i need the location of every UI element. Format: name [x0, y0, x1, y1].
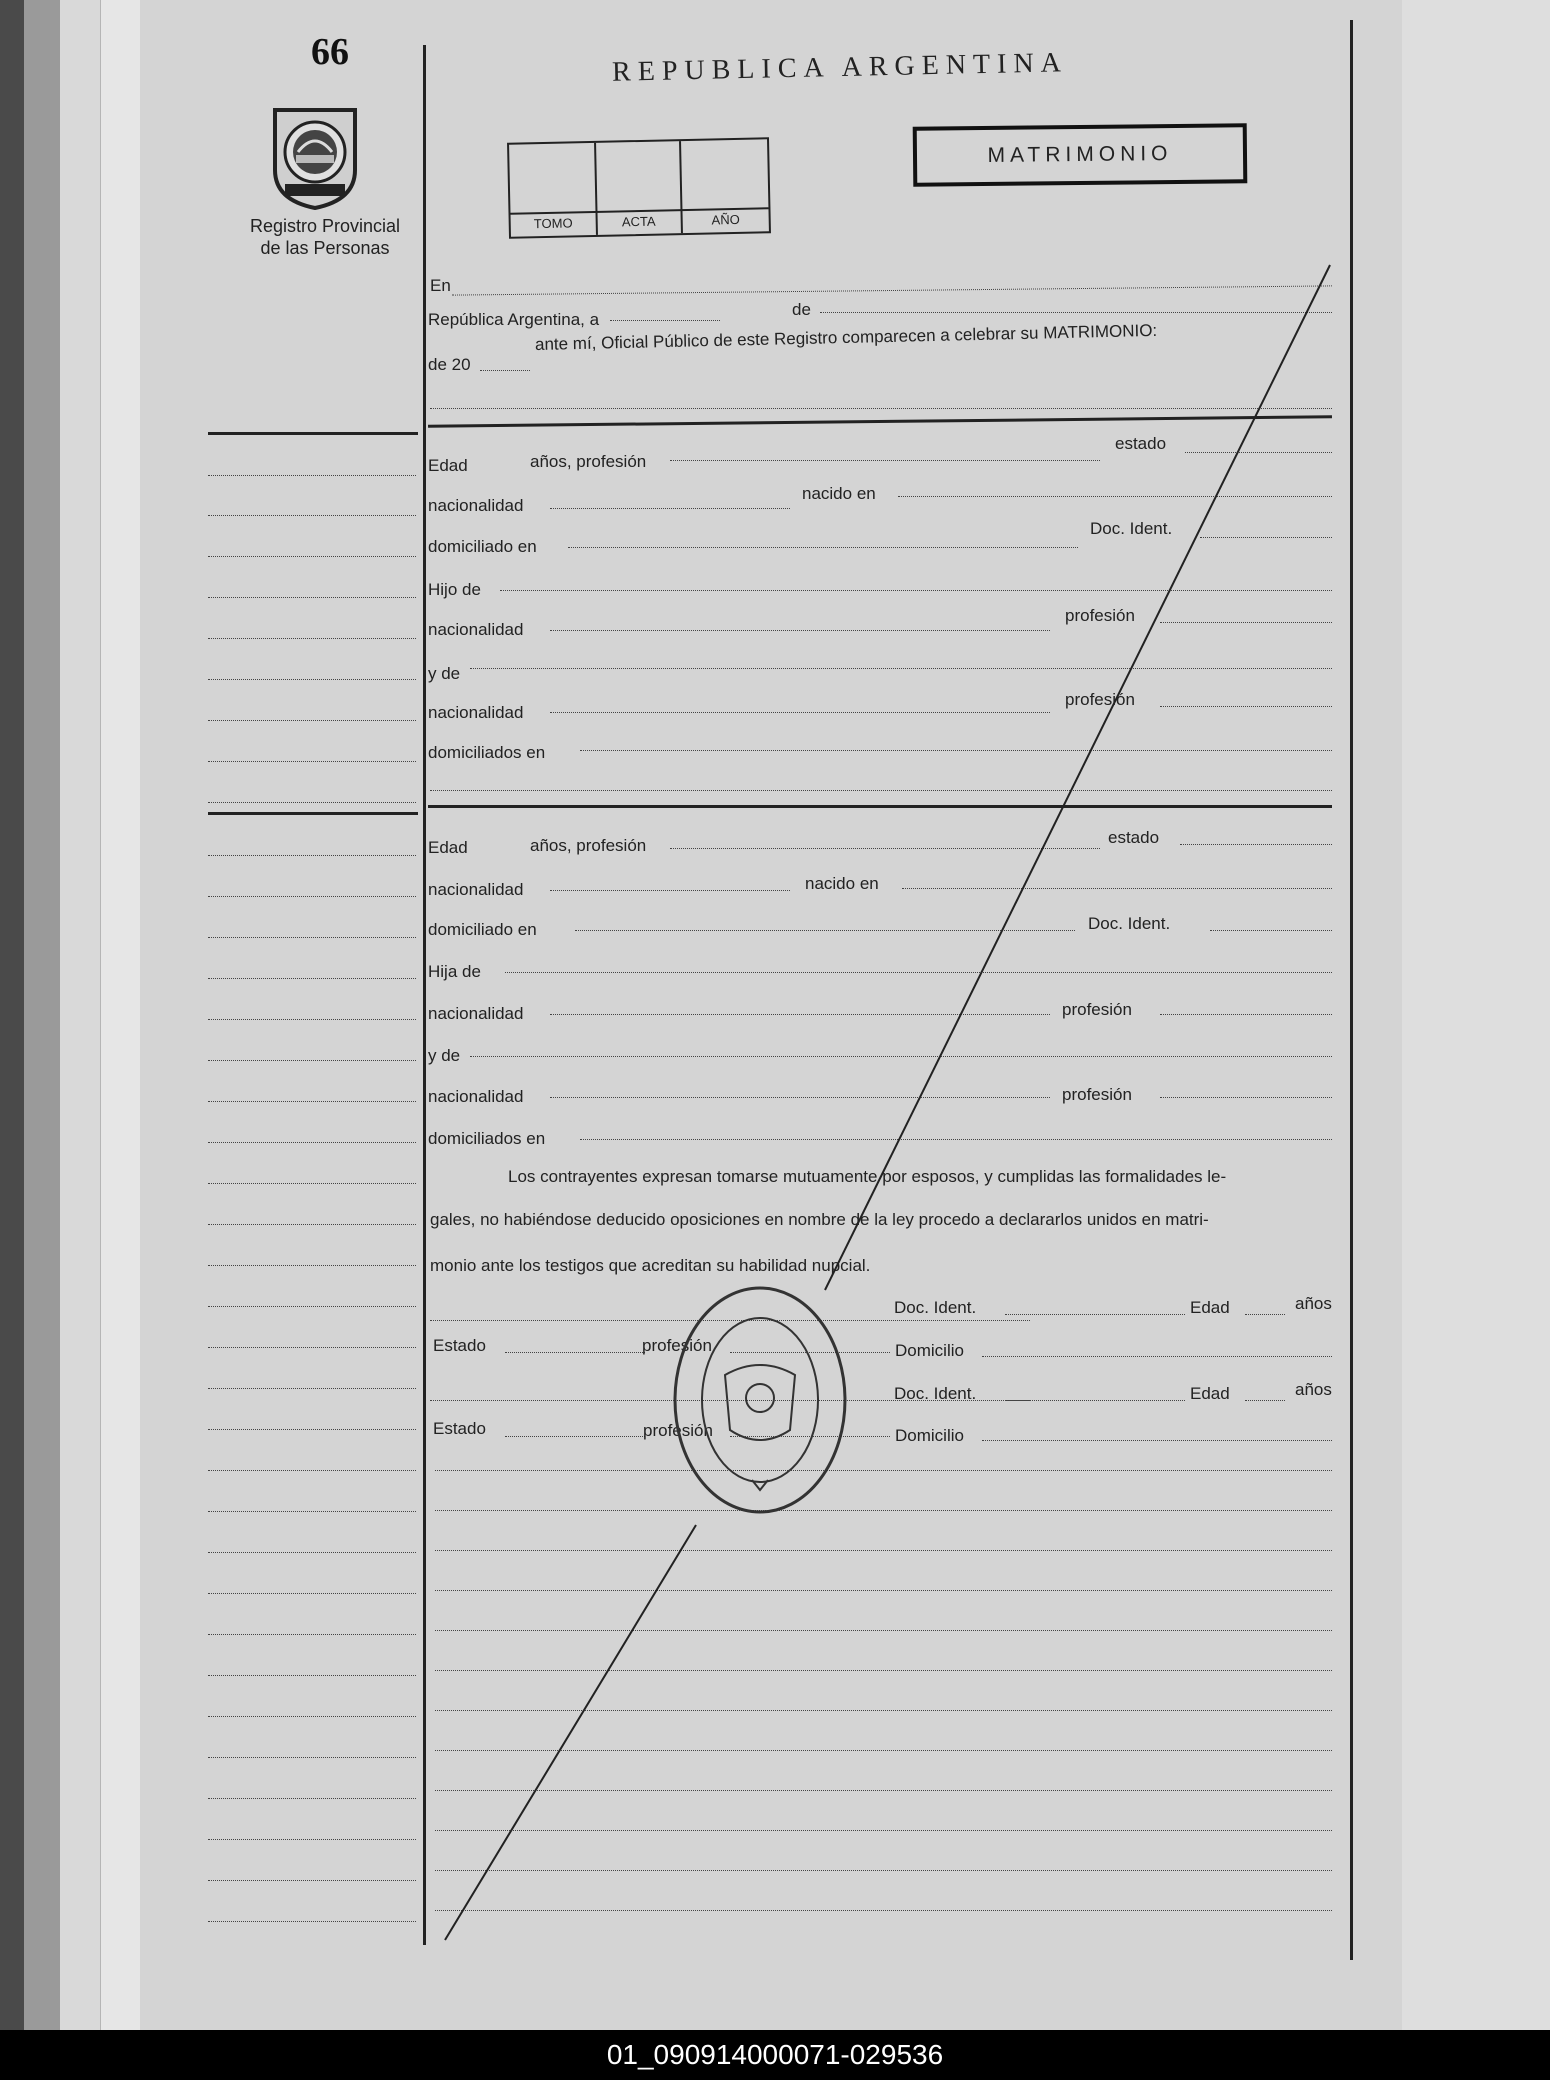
witness1-domicilio-label: Domicilio [895, 1341, 964, 1360]
groom-padre-profesion-label: profesión [1065, 606, 1135, 625]
groom-nacido-en-label: nacido en [802, 484, 876, 503]
bride-nacido-en-label: nacido en [805, 874, 879, 893]
de-label: de [792, 300, 811, 319]
groom-hijo-de-label: Hijo de [428, 580, 481, 599]
scan-id-footer: 01_090914000071-029536 [0, 2030, 1550, 2080]
page-edge-inner [100, 0, 141, 2030]
bride-anos-profesion-label: años, profesión [530, 836, 647, 855]
groom-domiciliado-label: domiciliado en [428, 537, 537, 556]
witness2-edad-label: Edad [1190, 1384, 1230, 1403]
bride-madre-nacionalidad-label: nacionalidad [428, 1087, 524, 1106]
witness2-domicilio-label: Domicilio [895, 1426, 964, 1445]
page-edge [60, 0, 100, 2030]
registry-name-line2: de las Personas [260, 238, 390, 258]
registry-name-line1: Registro Provincial [249, 216, 401, 236]
register-page [140, 0, 1402, 2030]
bride-edad-label: Edad [428, 838, 468, 857]
bride-madre-profesion-label: profesión [1062, 1085, 1132, 1104]
groom-domiciliados-label: domiciliados en [428, 743, 546, 762]
witness2-anos-label: años [1295, 1380, 1332, 1399]
bride-domiciliado-label: domiciliado en [428, 920, 537, 939]
bride-hija-de-label: Hija de [428, 962, 481, 981]
groom-doc-ident-label: Doc. Ident. [1090, 519, 1173, 538]
ano-label: AÑO [711, 211, 740, 228]
groom-madre-profesion-label: profesión [1065, 690, 1135, 709]
bride-padre-profesion-label: profesión [1062, 1000, 1132, 1019]
page-number: 66 [311, 31, 349, 73]
bride-y-de-label: y de [428, 1046, 461, 1065]
next-page-edge [1400, 0, 1550, 2030]
witness1-edad-label: Edad [1190, 1298, 1230, 1317]
ante-text: ante mí, Oficial Público de este Registro comparecen a celebrar su MATRIMONIO: [534, 320, 1158, 354]
declaration-line2: gales, no habiéndose deducido oposiciones en nombre de la ley procedo a declararlos unidos en matri- [430, 1210, 1209, 1229]
official-stamp [670, 1280, 850, 1520]
bride-nacionalidad-label: nacionalidad [428, 880, 524, 899]
country-title: REPUBLICA ARGENTINA [611, 47, 1069, 88]
declaration-line1: Los contrayentes expresan tomarse mutuamente por esposos, y cumplidas las formalidades le- [508, 1167, 1227, 1186]
groom-anos-profesion-label: años, profesión [530, 452, 647, 471]
bride-padre-nacionalidad-label: nacionalidad [428, 1004, 524, 1023]
groom-y-de-label: y de [428, 664, 461, 683]
groom-estado-label: estado [1115, 434, 1167, 453]
bride-estado-label: estado [1108, 828, 1160, 847]
declaration-line3: monio ante los testigos que acreditan su habilidad nupcial. [430, 1256, 871, 1275]
tomo-label: TOMO [533, 215, 573, 232]
groom-padre-nacionalidad-label: nacionalidad [428, 620, 524, 639]
witness1-doc-ident-label: Doc. Ident. [894, 1298, 977, 1317]
witness1-anos-label: años [1295, 1294, 1332, 1313]
witness2-estado-label: Estado [433, 1419, 486, 1438]
cancellation-strike [140, 0, 1402, 2030]
republica-label: República Argentina, a [428, 310, 600, 329]
witness2-doc-ident-label: Doc. Ident. [894, 1384, 977, 1403]
book-spine [0, 0, 24, 2030]
bride-domiciliados-label: domiciliados en [428, 1129, 546, 1148]
witness2-profesion-label: profesión [643, 1421, 713, 1440]
acta-label: ACTA [621, 213, 656, 230]
witness1-profesion-label: profesión [642, 1336, 712, 1355]
book-binding [24, 0, 60, 2030]
bride-doc-ident-label: Doc. Ident. [1088, 914, 1171, 933]
witness1-estado-label: Estado [433, 1336, 486, 1355]
groom-madre-nacionalidad-label: nacionalidad [428, 703, 524, 722]
groom-edad-label: Edad [428, 456, 468, 475]
en-label: En [430, 276, 451, 295]
record-type: MATRIMONIO [987, 142, 1173, 167]
groom-nacionalidad-label: nacionalidad [428, 496, 524, 515]
de20-label: de 20 [428, 355, 471, 374]
